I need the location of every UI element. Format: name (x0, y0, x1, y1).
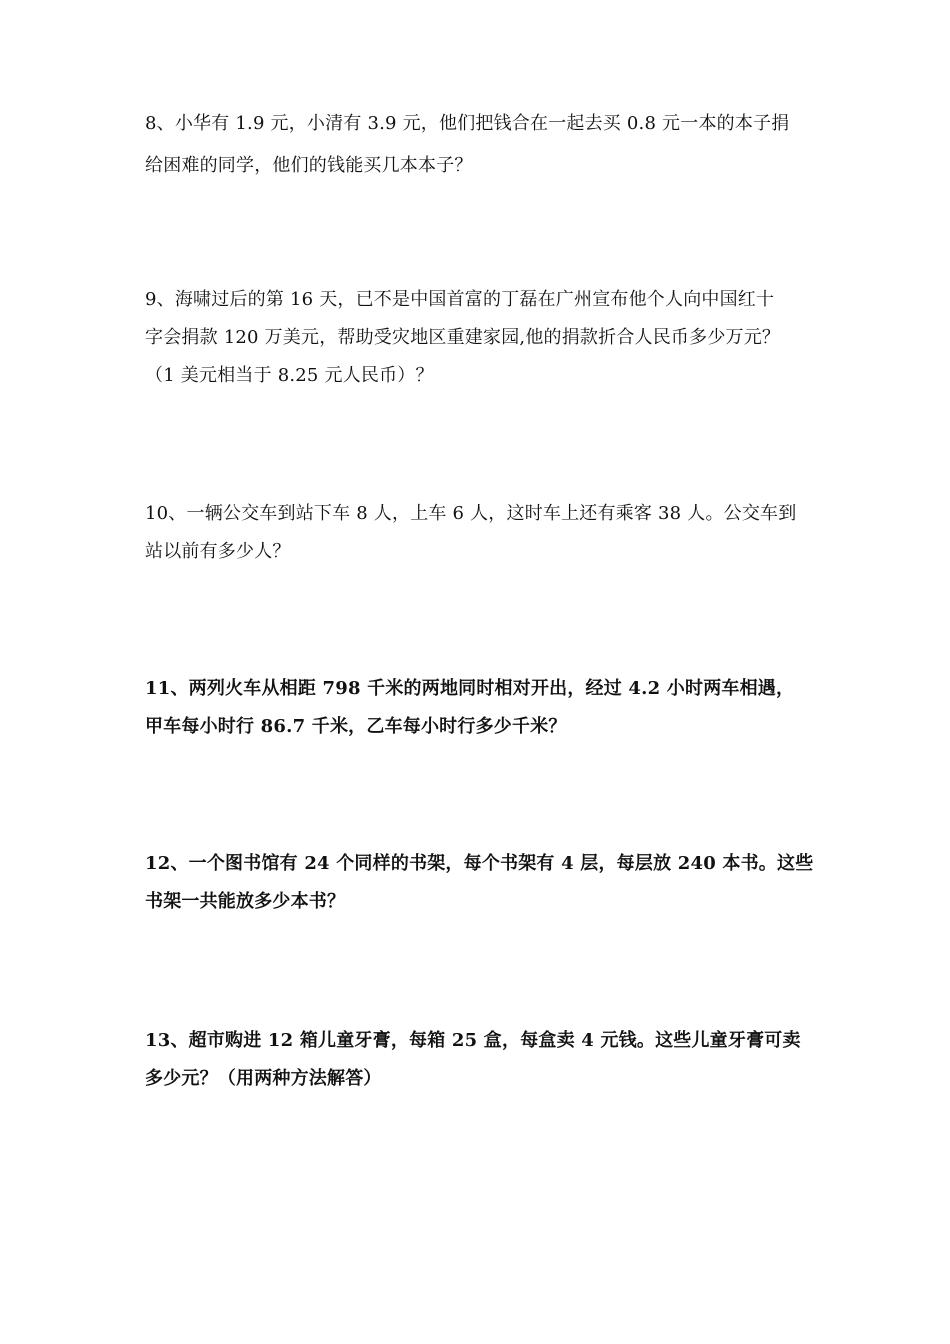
problem-9-line-1: 9、海啸过后的第 16 天，已不是中国首富的丁磊在广州宣布他个人向中国红十 (145, 289, 775, 310)
problem-9-line-3: （1 美元相当于 8.25 元人民币）？ (145, 365, 434, 386)
problem-13-line-2: 多少元？（用两种方法解答） (145, 1068, 382, 1089)
problem-13-line-1: 13、超市购进 12 箱儿童牙膏，每箱 25 盒，每盒卖 4 元钱。这些儿童牙膏可卖 (145, 1030, 801, 1051)
problem-10-line-2: 站以前有多少人？ (145, 541, 291, 562)
problem-8-line-1: 8、小华有 1.9 元，小清有 3.9 元，他们把钱合在一起去买 0.8 元一本的本子捐 (145, 113, 790, 134)
problem-9-line-2: 字会捐款 120 万美元，帮助受灾地区重建家园,他的捐款折合人民币多少万元？ (145, 327, 781, 348)
problem-12-line-1: 12、一个图书馆有 24 个同样的书架，每个书架有 4 层，每层放 240 本书。这些 (145, 853, 814, 874)
problem-8-line-2: 给困难的同学，他们的钱能买几本本子？ (145, 155, 473, 176)
problem-10-line-1: 10、一辆公交车到站下车 8 人，上车 6 人，这时车上还有乘客 38 人。公交车到 (145, 503, 797, 524)
problem-11-line-2: 甲车每小时行 86.7 千米，乙车每小时行多少千米？ (145, 716, 567, 737)
problem-12-line-2: 书架一共能放多少本书？ (145, 891, 346, 912)
problem-11-line-1: 11、两列火车从相距 798 千米的两地同时相对开出，经过 4.2 小时两车相遇， (145, 678, 795, 699)
